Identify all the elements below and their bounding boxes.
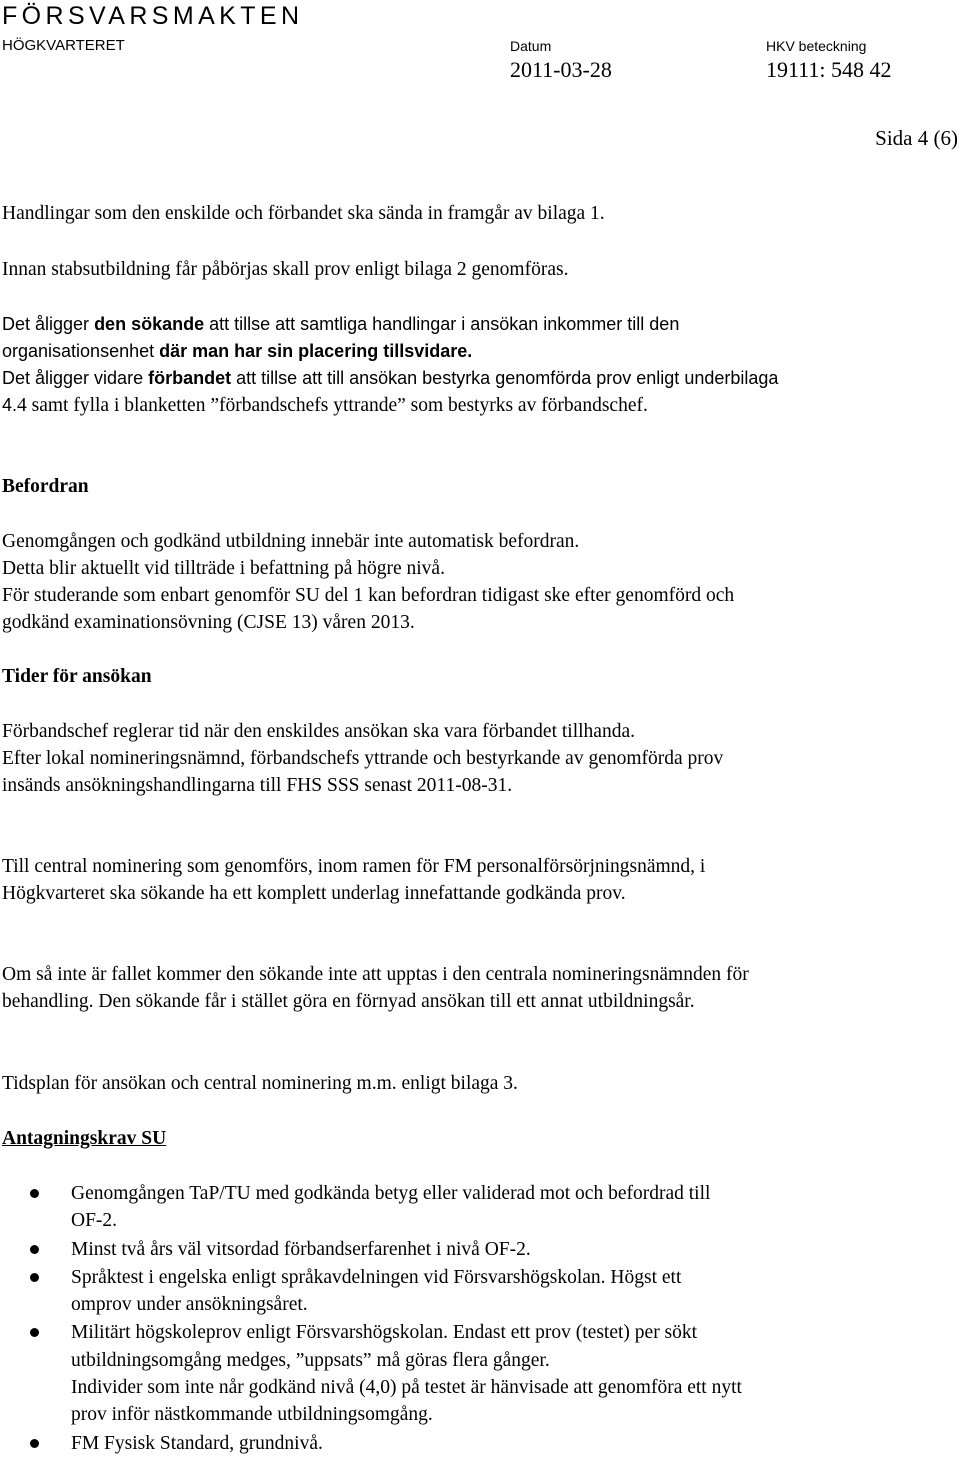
bold-span: den sökande [94,314,205,334]
text-span: att tillse att samtliga handlingar i ansökan inkommer till den organisationsenhet [2,314,680,361]
tider-text-3: Till central nominering som genomförs, inom ramen för FM personalförsörjningsnämnd, i Högkvarteret ska sökande ha ett komplett underlag innefattande godkända prov. [2,856,706,904]
tider-text-1: Förbandschef reglerar tid när den enskildes ansökan ska vara förbandet tillhanda. [2,721,635,742]
list-item [0,1180,731,1235]
bullet-icon [30,1189,39,1198]
date-label: Datum [510,38,552,54]
tider-paragraph-3 [2,853,777,907]
list-item [0,1264,731,1319]
list-item-text: Språktest i engelska enligt språkavdelningen vid Försvarshögskolan. Högst ett omprov under ansökningsåret. [71,1266,692,1316]
list-item-text: FM Fysisk Standard, grundnivå. [71,1432,323,1454]
tider-text-5: Tidsplan för ansökan och central nominering m.m. enligt bilaga 3. [2,1073,518,1094]
tider-paragraph-4 [2,961,777,1015]
bold-span: där man har sin placering tillsvidare. [159,341,473,361]
text-span: att tillse att till ansökan bestyrka genomförda prov enligt underbilaga 4. [2,368,779,415]
list-item [0,1430,950,1457]
page-indicator: Sida 4 (6) [875,126,958,150]
befordran-line-1: Genomgången och godkänd utbildning innebär inte automatisk befordran. [2,531,580,552]
tider-text-4: Om så inte är fallet kommer den sökande inte att upptas i den centrala nomineringsnämnden för behandling. Den sökande får i stället göra en förnyad ansökan till ett annat utbildningsår. [2,964,749,1012]
responsibility-applicant [2,311,792,365]
organization-name: FÖRSVARSMAKTEN [2,2,304,30]
responsibility-paragraph [2,311,792,419]
section-heading-antagningskrav: Antagningskrav SU [2,1128,167,1149]
bullet-icon [30,1328,39,1337]
section-heading-befordran: Befordran [2,476,89,497]
list-item-text: Minst två års väl vitsordad förbandserfarenhet i nivå OF-2. [71,1238,531,1260]
text-span: 4 samt fylla i blanketten ”förbandschefs yttrande” som bestyrks av förbandschef. [17,395,648,416]
text-span: Det åligger vidare [2,368,149,388]
bullet-icon [30,1439,39,1448]
befordran-paragraph [2,528,762,636]
reference-value: 19111: 548 42 [766,57,892,82]
bullet-icon [30,1273,39,1282]
section-heading-tider: Tider för ansökan [2,666,152,687]
intro-text-1: Handlingar som den enskilde och förbandet ska sända in framgår av bilaga 1. [2,203,605,224]
bold-span: förbandet [148,368,232,388]
bullet-icon [30,1245,39,1254]
befordran-line-2: Detta blir aktuellt vid tillträde i befattning på högre nivå. [2,558,445,579]
befordran-line-3: För studerande som enbart genomför SU del 1 kan befordran tidigast ske efter genomförd och godkänd examinationsövning (CJSE 13) våren 2013. [2,585,735,633]
list-item-text: Militärt högskoleprov enligt Försvarshögskolan. Endast ett prov (testet) per sökt utbildningsomgång medges, ”uppsats” må göras flera gånger. [71,1322,698,1371]
list-item-text: Genomgången TaP/TU med godkända betyg eller validerad mot och befordrad till OF-2. [71,1183,711,1232]
department-name: HÖGKVARTERET [2,37,125,54]
tider-paragraph-1 [2,718,777,799]
tider-paragraph-5 [2,1070,952,1097]
responsibility-unit [2,365,792,419]
intro-paragraph-2 [2,256,952,283]
list-item [0,1319,761,1428]
list-item [0,1236,950,1263]
list-item-extra-text: Individer som inte når godkänd nivå (4,0) på testet är hänvisade att genomföra ett nytt prov inför nästkommande utbildningsomgång. [71,1377,742,1426]
intro-paragraph-1 [2,200,952,227]
text-span: Det åligger [2,314,95,334]
date-value: 2011-03-28 [510,57,612,82]
intro-text-2: Innan stabsutbildning får påbörjas skall prov enligt bilaga 2 genomföras. [2,259,569,280]
requirements-list [0,1180,950,1458]
tider-text-2: Efter lokal nomineringsnämnd, förbandschefs yttrande och bestyrkande av genomförda prov insänds ansökningshandlingarna till FHS SSS senast 2011-08-31. [2,748,724,796]
reference-label: HKV beteckning [766,38,867,54]
